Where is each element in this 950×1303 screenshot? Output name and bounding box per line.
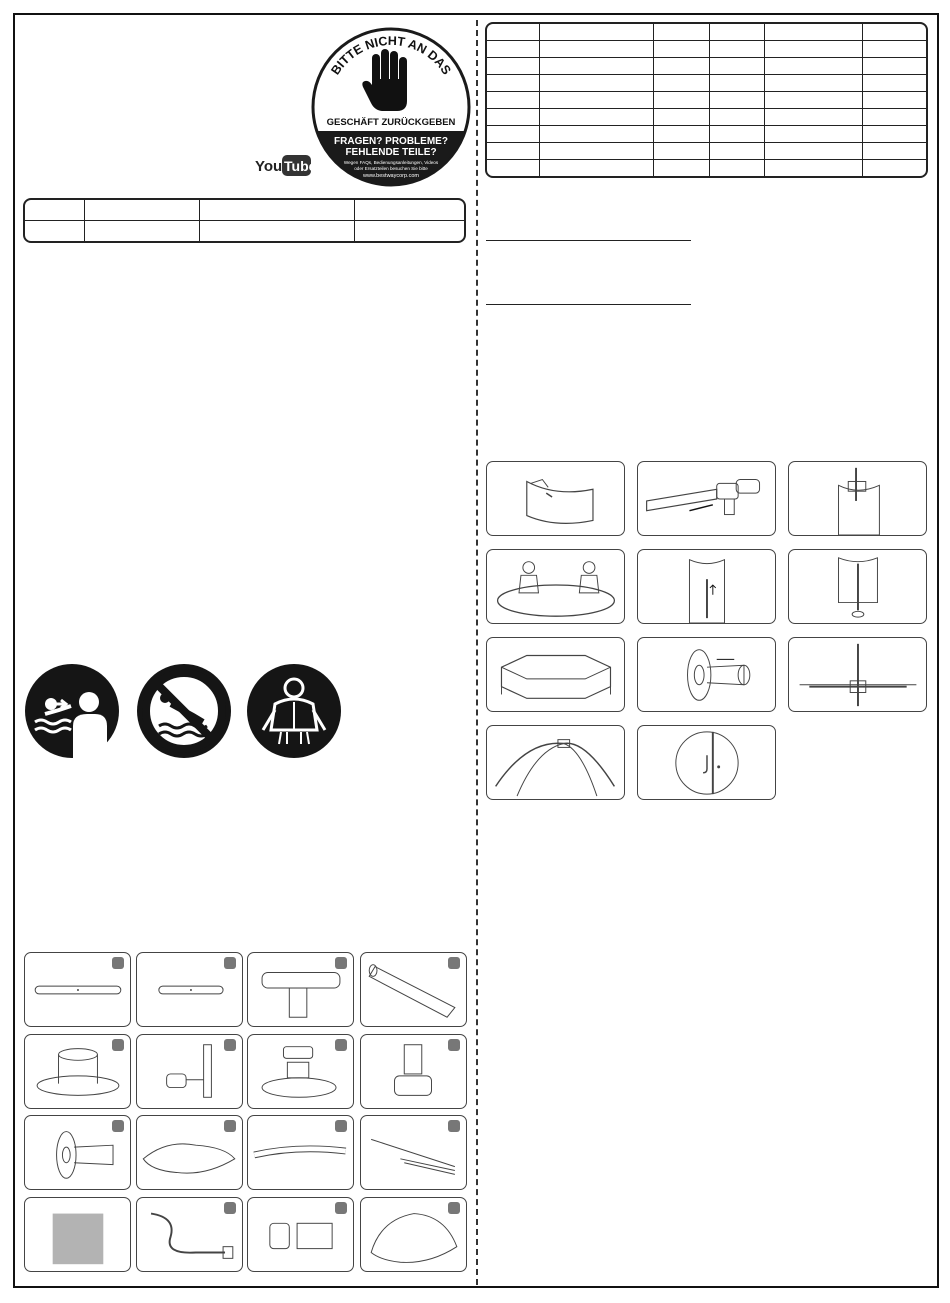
part-t-connector	[247, 952, 354, 1027]
seal-line1: GESCHÄFT ZURÜCKGEBEN	[326, 117, 456, 128]
right-spec-table	[485, 22, 928, 178]
part-rods-bundle	[360, 1115, 467, 1190]
do-not-return-seal	[311, 27, 471, 187]
part-hose	[136, 1197, 243, 1272]
youtube-you: You	[255, 158, 283, 175]
part-pipe-long	[24, 952, 131, 1027]
life-vest-icon	[247, 664, 341, 758]
step-hook-detail	[637, 725, 776, 800]
seal-arc-text: BITTE NICHT AN DAS	[328, 33, 454, 78]
seal-url: www.bestwaycorp.com	[363, 173, 419, 179]
step-frame-complete	[486, 637, 625, 712]
part-repair-patch	[24, 1197, 131, 1272]
step-pool-spread	[486, 549, 625, 624]
step-rod-insert	[788, 461, 927, 536]
seal-small1: Wegen FAQs, Bedienungsanleitungen, Videos	[343, 160, 439, 165]
step-roof-frame	[486, 725, 625, 800]
part-foot-cap	[24, 1034, 131, 1109]
youtube-tube: Tube	[284, 158, 317, 174]
step-leg-insert	[637, 549, 776, 624]
step-pipe-connect	[637, 461, 776, 536]
part-leg-pole	[360, 952, 467, 1027]
part-hose-fittings	[247, 1197, 354, 1272]
youtube-logo	[255, 153, 317, 177]
supervise-children-icon	[25, 664, 119, 758]
part-pipe-short	[136, 952, 243, 1027]
part-valve-assembly	[136, 1034, 243, 1109]
no-diving-icon	[137, 664, 231, 758]
part-pool-cover	[360, 1197, 467, 1272]
step-connector-seal	[637, 637, 776, 712]
seal-small2: oder Ersatzteilen besuchen Sie bitte	[354, 166, 428, 171]
part-ground-cloth	[136, 1115, 243, 1190]
seal-line2: FRAGEN? PROBLEME?	[334, 136, 448, 147]
seal-line3: FEHLENDE TEILE?	[345, 147, 437, 158]
column-divider	[476, 20, 478, 1285]
part-bent-pipe	[247, 1115, 354, 1190]
step-wall-unfold	[486, 461, 625, 536]
step-t-joint	[788, 637, 927, 712]
step-foot-cap	[788, 549, 927, 624]
heading-rule-2	[486, 304, 691, 305]
heading-rule-1	[486, 240, 691, 241]
left-info-table	[23, 198, 466, 243]
part-drain-valve	[247, 1034, 354, 1109]
part-hose-adapter	[360, 1034, 467, 1109]
part-connector-seal	[24, 1115, 131, 1190]
